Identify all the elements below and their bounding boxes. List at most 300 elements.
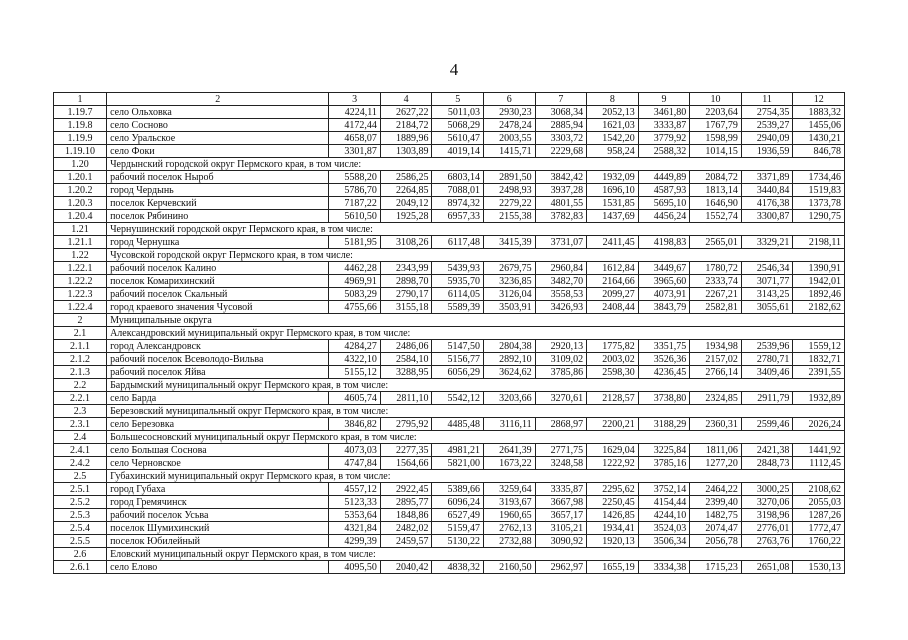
value-cell: 6114,05: [432, 288, 484, 301]
row-code: 2.5: [54, 470, 107, 483]
table-row: [54, 171, 845, 184]
value-cell: 4236,45: [638, 366, 690, 379]
value-cell: 1892,46: [793, 288, 845, 301]
value-cell: 2056,78: [690, 535, 742, 548]
value-cell: 2565,01: [690, 236, 742, 249]
row-code: 2.2.1: [54, 392, 107, 405]
value-cell: 1542,20: [587, 132, 639, 145]
value-cell: 2295,62: [587, 483, 639, 496]
value-cell: 4969,91: [329, 275, 381, 288]
row-code: 2.5.5: [54, 535, 107, 548]
value-cell: 3526,36: [638, 353, 690, 366]
value-cell: 1734,46: [793, 171, 845, 184]
value-cell: 958,24: [587, 145, 639, 158]
value-cell: 2277,35: [380, 444, 432, 457]
settlement-name: город краевого значения Чусовой: [107, 301, 329, 314]
row-code: 2.6: [54, 548, 107, 561]
value-cell: 3334,38: [638, 561, 690, 574]
value-cell: 1629,04: [587, 444, 639, 457]
value-cell: 5821,00: [432, 457, 484, 470]
value-cell: 1920,13: [587, 535, 639, 548]
value-cell: 4073,03: [329, 444, 381, 457]
section-title: Березовский муниципальный округ Пермского края, в том числе:: [107, 405, 845, 418]
value-cell: 4095,50: [329, 561, 381, 574]
value-cell: 3259,64: [484, 483, 536, 496]
value-cell: 2732,88: [484, 535, 536, 548]
row-code: 1.20: [54, 158, 107, 171]
value-cell: 4244,10: [638, 509, 690, 522]
value-cell: 2599,46: [741, 418, 793, 431]
value-cell: 5011,03: [432, 106, 484, 119]
section-title: Чусовской городской округ Пермского края, в том числе:: [107, 249, 845, 262]
value-cell: 3203,66: [484, 392, 536, 405]
value-cell: 2891,50: [484, 171, 536, 184]
row-code: 2.2: [54, 379, 107, 392]
value-cell: 4176,38: [741, 197, 793, 210]
value-cell: 5695,10: [638, 197, 690, 210]
value-cell: 1775,82: [587, 340, 639, 353]
column-header: 7: [535, 93, 587, 106]
column-header: 10: [690, 93, 742, 106]
section-row: [54, 223, 845, 236]
value-cell: 4284,27: [329, 340, 381, 353]
value-cell: 8974,32: [432, 197, 484, 210]
value-cell: 2264,85: [380, 184, 432, 197]
value-cell: 2771,75: [535, 444, 587, 457]
column-header: 11: [741, 93, 793, 106]
row-code: 2.5.1: [54, 483, 107, 496]
value-cell: 1811,06: [690, 444, 742, 457]
column-header: 6: [484, 93, 536, 106]
row-code: 2.1.1: [54, 340, 107, 353]
settlement-name: село Черновское: [107, 457, 329, 470]
value-cell: 3329,21: [741, 236, 793, 249]
settlement-name: рабочий поселок Калино: [107, 262, 329, 275]
value-cell: 5156,77: [432, 353, 484, 366]
table-row: [54, 210, 845, 223]
settlement-name: село Елово: [107, 561, 329, 574]
row-code: 2.1.2: [54, 353, 107, 366]
section-title: Еловский муниципальный округ Пермского края, в том числе:: [107, 548, 845, 561]
value-cell: 2343,99: [380, 262, 432, 275]
value-cell: 2333,74: [690, 275, 742, 288]
value-cell: 2766,14: [690, 366, 742, 379]
value-cell: 3155,18: [380, 301, 432, 314]
value-cell: 3752,14: [638, 483, 690, 496]
row-code: 1.19.10: [54, 145, 107, 158]
value-cell: 3415,39: [484, 236, 536, 249]
settlement-name: рабочий поселок Яйва: [107, 366, 329, 379]
value-cell: 4981,21: [432, 444, 484, 457]
value-cell: 2408,44: [587, 301, 639, 314]
value-cell: 2084,72: [690, 171, 742, 184]
row-code: 2.3.1: [54, 418, 107, 431]
settlement-name: город Гремячинск: [107, 496, 329, 509]
value-cell: 2040,42: [380, 561, 432, 574]
value-cell: 2763,76: [741, 535, 793, 548]
value-cell: 3667,98: [535, 496, 587, 509]
table-row: [54, 353, 845, 366]
value-cell: 5083,29: [329, 288, 381, 301]
table-row: [54, 184, 845, 197]
value-cell: 5353,64: [329, 509, 381, 522]
table-row: [54, 106, 845, 119]
settlement-name: поселок Рябинино: [107, 210, 329, 223]
value-cell: 2482,02: [380, 522, 432, 535]
value-cell: 3143,25: [741, 288, 793, 301]
value-cell: 3236,85: [484, 275, 536, 288]
value-cell: 6957,33: [432, 210, 484, 223]
value-cell: 1934,41: [587, 522, 639, 535]
value-cell: 2679,75: [484, 262, 536, 275]
value-cell: 3738,80: [638, 392, 690, 405]
table-row: [54, 340, 845, 353]
value-cell: 2930,23: [484, 106, 536, 119]
value-cell: 3335,87: [535, 483, 587, 496]
value-cell: 1482,75: [690, 509, 742, 522]
table-body: [54, 93, 845, 574]
value-cell: 4605,74: [329, 392, 381, 405]
value-cell: 2598,30: [587, 366, 639, 379]
value-cell: 1287,26: [793, 509, 845, 522]
value-cell: 3351,75: [638, 340, 690, 353]
value-cell: 3288,95: [380, 366, 432, 379]
value-cell: 2055,03: [793, 496, 845, 509]
table-row: [54, 288, 845, 301]
value-cell: 1277,20: [690, 457, 742, 470]
section-row: [54, 470, 845, 483]
value-cell: 1112,45: [793, 457, 845, 470]
value-cell: 1014,15: [690, 145, 742, 158]
settlement-name: город Чердынь: [107, 184, 329, 197]
value-cell: 3482,70: [535, 275, 587, 288]
value-cell: 2074,47: [690, 522, 742, 535]
table-header-row: [54, 93, 845, 106]
settlement-name: рабочий поселок Усьва: [107, 509, 329, 522]
table-row: [54, 262, 845, 275]
value-cell: 1390,91: [793, 262, 845, 275]
value-cell: 2026,24: [793, 418, 845, 431]
value-cell: 1455,06: [793, 119, 845, 132]
value-cell: 3270,06: [741, 496, 793, 509]
value-cell: 1942,01: [793, 275, 845, 288]
value-cell: 1772,47: [793, 522, 845, 535]
value-cell: 1303,89: [380, 145, 432, 158]
value-cell: 3198,96: [741, 509, 793, 522]
value-cell: 4456,24: [638, 210, 690, 223]
section-row: [54, 379, 845, 392]
value-cell: 2962,97: [535, 561, 587, 574]
value-cell: 1848,86: [380, 509, 432, 522]
value-cell: 5155,12: [329, 366, 381, 379]
row-code: 2.4.1: [54, 444, 107, 457]
column-header: 12: [793, 93, 845, 106]
row-code: 2.4.2: [54, 457, 107, 470]
value-cell: 5786,70: [329, 184, 381, 197]
value-cell: 2762,13: [484, 522, 536, 535]
value-cell: 2478,24: [484, 119, 536, 132]
value-cell: 6803,14: [432, 171, 484, 184]
value-cell: 1552,74: [690, 210, 742, 223]
value-cell: 3461,80: [638, 106, 690, 119]
value-cell: 5588,20: [329, 171, 381, 184]
value-cell: 2203,64: [690, 106, 742, 119]
table-row: [54, 145, 845, 158]
value-cell: 3301,87: [329, 145, 381, 158]
value-cell: 3248,58: [535, 457, 587, 470]
row-code: 2.5.2: [54, 496, 107, 509]
value-cell: 3785,86: [535, 366, 587, 379]
value-cell: 3782,83: [535, 210, 587, 223]
settlement-name: поселок Шумихинский: [107, 522, 329, 535]
value-cell: 5389,66: [432, 483, 484, 496]
value-cell: 1934,98: [690, 340, 742, 353]
column-header: 9: [638, 93, 690, 106]
value-cell: 3785,16: [638, 457, 690, 470]
value-cell: 2898,70: [380, 275, 432, 288]
value-cell: 5542,12: [432, 392, 484, 405]
value-cell: 5935,70: [432, 275, 484, 288]
value-cell: 1813,14: [690, 184, 742, 197]
value-cell: 2641,39: [484, 444, 536, 457]
value-cell: 5123,33: [329, 496, 381, 509]
page-number: 4: [449, 60, 459, 79]
settlement-name: село Березовка: [107, 418, 329, 431]
value-cell: 2360,31: [690, 418, 742, 431]
value-cell: 1889,96: [380, 132, 432, 145]
value-cell: 2464,22: [690, 483, 742, 496]
row-code: 1.22.4: [54, 301, 107, 314]
value-cell: 4838,32: [432, 561, 484, 574]
value-cell: 1655,19: [587, 561, 639, 574]
row-code: 1.22.1: [54, 262, 107, 275]
value-cell: 2627,22: [380, 106, 432, 119]
value-cell: 2498,93: [484, 184, 536, 197]
settlement-name: село Барда: [107, 392, 329, 405]
value-cell: 3449,67: [638, 262, 690, 275]
section-title: Чернушинский городской округ Пермского края, в том числе:: [107, 223, 845, 236]
value-cell: 1430,21: [793, 132, 845, 145]
settlement-name: поселок Керчевский: [107, 197, 329, 210]
value-cell: 1415,71: [484, 145, 536, 158]
row-code: 1.22: [54, 249, 107, 262]
row-code: 1.20.4: [54, 210, 107, 223]
value-cell: 5589,39: [432, 301, 484, 314]
value-cell: 1564,66: [380, 457, 432, 470]
value-cell: 3965,60: [638, 275, 690, 288]
value-cell: 2920,13: [535, 340, 587, 353]
value-cell: 3371,89: [741, 171, 793, 184]
row-code: 1.21.1: [54, 236, 107, 249]
value-cell: 2155,38: [484, 210, 536, 223]
value-cell: 4299,39: [329, 535, 381, 548]
value-cell: 2250,45: [587, 496, 639, 509]
value-cell: 2776,01: [741, 522, 793, 535]
settlement-name: город Александровск: [107, 340, 329, 353]
value-cell: 5181,95: [329, 236, 381, 249]
value-cell: 2895,77: [380, 496, 432, 509]
value-cell: 1925,28: [380, 210, 432, 223]
value-cell: 4755,66: [329, 301, 381, 314]
value-cell: 5610,50: [329, 210, 381, 223]
value-cell: 3409,46: [741, 366, 793, 379]
value-cell: 3624,62: [484, 366, 536, 379]
value-cell: 2391,55: [793, 366, 845, 379]
value-cell: 1290,75: [793, 210, 845, 223]
value-cell: 3225,84: [638, 444, 690, 457]
value-cell: 4224,11: [329, 106, 381, 119]
value-cell: 3068,34: [535, 106, 587, 119]
value-cell: 1621,03: [587, 119, 639, 132]
section-title: Губахинский муниципальный округ Пермского края, в том числе:: [107, 470, 845, 483]
value-cell: 1932,09: [587, 171, 639, 184]
value-cell: 3503,91: [484, 301, 536, 314]
value-cell: 2459,57: [380, 535, 432, 548]
value-cell: 2546,34: [741, 262, 793, 275]
value-cell: 2940,09: [741, 132, 793, 145]
value-cell: 4154,44: [638, 496, 690, 509]
value-cell: 1883,32: [793, 106, 845, 119]
value-cell: 2399,40: [690, 496, 742, 509]
value-cell: 2229,68: [535, 145, 587, 158]
value-cell: 4587,93: [638, 184, 690, 197]
value-cell: 2868,97: [535, 418, 587, 431]
value-cell: 2885,94: [535, 119, 587, 132]
settlement-name: поселок Комарихинский: [107, 275, 329, 288]
value-cell: 1767,79: [690, 119, 742, 132]
settlement-name: село Уральское: [107, 132, 329, 145]
value-cell: 3303,72: [535, 132, 587, 145]
value-cell: 5439,93: [432, 262, 484, 275]
section-row: [54, 249, 845, 262]
value-cell: 3426,93: [535, 301, 587, 314]
value-cell: 2198,11: [793, 236, 845, 249]
value-cell: 846,78: [793, 145, 845, 158]
value-cell: 4321,84: [329, 522, 381, 535]
value-cell: 3193,67: [484, 496, 536, 509]
value-cell: 1559,12: [793, 340, 845, 353]
value-cell: 4485,48: [432, 418, 484, 431]
value-cell: 2108,62: [793, 483, 845, 496]
value-cell: 4801,55: [535, 197, 587, 210]
value-cell: 2582,81: [690, 301, 742, 314]
value-cell: 2539,96: [741, 340, 793, 353]
value-cell: 3000,25: [741, 483, 793, 496]
table-row: [54, 392, 845, 405]
value-cell: 5147,50: [432, 340, 484, 353]
row-code: 2.4: [54, 431, 107, 444]
value-cell: 2099,27: [587, 288, 639, 301]
value-cell: 1519,83: [793, 184, 845, 197]
settlement-name: село Фоки: [107, 145, 329, 158]
settlement-name: рабочий поселок Всеволодо-Вильва: [107, 353, 329, 366]
value-cell: 1715,23: [690, 561, 742, 574]
section-title: Чердынский городской округ Пермского края, в том числе:: [107, 158, 845, 171]
settlement-name: село Ольховка: [107, 106, 329, 119]
value-cell: 1373,78: [793, 197, 845, 210]
table-row: [54, 535, 845, 548]
value-cell: 2960,84: [535, 262, 587, 275]
column-header: 3: [329, 93, 381, 106]
value-cell: 1673,22: [484, 457, 536, 470]
value-cell: 2003,02: [587, 353, 639, 366]
value-cell: 2780,71: [741, 353, 793, 366]
value-cell: 5159,47: [432, 522, 484, 535]
value-cell: 2128,57: [587, 392, 639, 405]
value-cell: 3300,87: [741, 210, 793, 223]
value-cell: 2164,66: [587, 275, 639, 288]
value-cell: 6096,24: [432, 496, 484, 509]
value-cell: 1780,72: [690, 262, 742, 275]
value-cell: 6527,49: [432, 509, 484, 522]
table-row: [54, 444, 845, 457]
column-header: 8: [587, 93, 639, 106]
value-cell: 4019,14: [432, 145, 484, 158]
settlement-name: село Большая Соснова: [107, 444, 329, 457]
settlement-name: поселок Юбилейный: [107, 535, 329, 548]
table-row: [54, 457, 845, 470]
table-row: [54, 418, 845, 431]
value-cell: 2651,08: [741, 561, 793, 574]
value-cell: 6056,29: [432, 366, 484, 379]
table-row: [54, 301, 845, 314]
value-cell: 2922,45: [380, 483, 432, 496]
row-code: 2.1.3: [54, 366, 107, 379]
value-cell: 2586,25: [380, 171, 432, 184]
value-cell: 2804,38: [484, 340, 536, 353]
section-title: Александровский муниципальный округ Пермского края, в том числе:: [107, 327, 845, 340]
value-cell: 2182,62: [793, 301, 845, 314]
table-row: [54, 561, 845, 574]
value-cell: 2279,22: [484, 197, 536, 210]
value-cell: 7088,01: [432, 184, 484, 197]
table-row: [54, 483, 845, 496]
value-cell: 3842,42: [535, 171, 587, 184]
column-header: 2: [107, 93, 329, 106]
value-cell: 3731,07: [535, 236, 587, 249]
value-cell: 3270,61: [535, 392, 587, 405]
value-cell: 3333,87: [638, 119, 690, 132]
value-cell: 4557,12: [329, 483, 381, 496]
value-cell: 2157,02: [690, 353, 742, 366]
value-cell: 4658,07: [329, 132, 381, 145]
value-cell: 1932,89: [793, 392, 845, 405]
value-cell: 1696,10: [587, 184, 639, 197]
value-cell: 3657,17: [535, 509, 587, 522]
value-cell: 2584,10: [380, 353, 432, 366]
row-code: 1.21: [54, 223, 107, 236]
value-cell: 2411,45: [587, 236, 639, 249]
value-cell: 1960,65: [484, 509, 536, 522]
value-cell: 2184,72: [380, 119, 432, 132]
value-cell: 2539,27: [741, 119, 793, 132]
value-cell: 3116,11: [484, 418, 536, 431]
value-cell: 2790,17: [380, 288, 432, 301]
row-code: 2.5.4: [54, 522, 107, 535]
tariff-table: [53, 92, 845, 574]
value-cell: 3558,53: [535, 288, 587, 301]
value-cell: 2267,21: [690, 288, 742, 301]
value-cell: 2588,32: [638, 145, 690, 158]
value-cell: 3126,04: [484, 288, 536, 301]
value-cell: 4462,28: [329, 262, 381, 275]
row-code: 1.19.8: [54, 119, 107, 132]
row-code: 1.19.9: [54, 132, 107, 145]
value-cell: 3506,34: [638, 535, 690, 548]
table-row: [54, 496, 845, 509]
value-cell: 5068,29: [432, 119, 484, 132]
section-title: Муниципальные округа: [107, 314, 845, 327]
